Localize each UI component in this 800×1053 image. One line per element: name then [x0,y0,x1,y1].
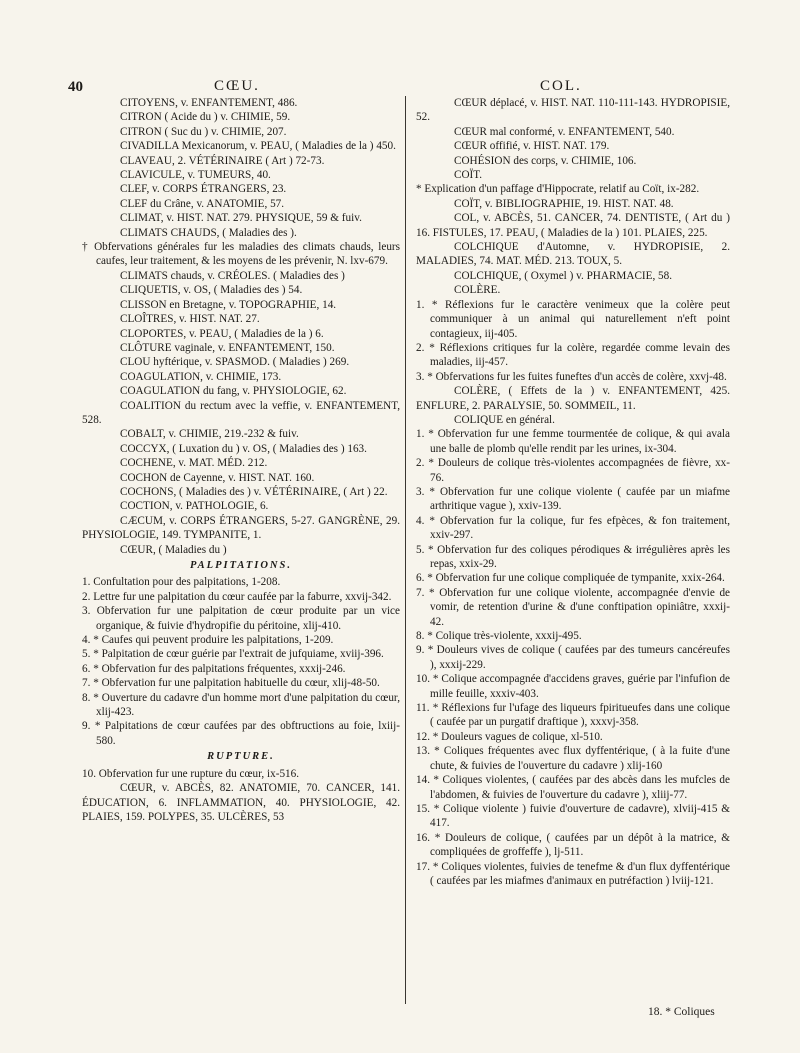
numbered-paragraph: 1. Confultation pour des palpitations, 1-208. [82,576,281,589]
index-entry: CLÔTURE vaginale, v. ENFANTEMENT, 150. [120,341,335,354]
section-heading: PALPITATIONS. [190,560,292,571]
index-entry: COHÉSION des corps, v. CHIMIE, 106. [454,154,637,167]
numbered-paragraph: † Obfervations générales fur les maladies des climats chauds, leurs caufes, leur traitement, & les moyens de les prévenir, N. lxv-679. [82,241,400,268]
index-entry: CLISSON en Bretagne, v. TOPOGRAPHIE, 14. [120,298,337,311]
numbered-paragraph: 9. * Palpitations de cœur caufées par des obftructions au foie, lxiij-580. [82,720,400,747]
index-entry: CLAVICULE, v. TUMEURS, 40. [120,169,271,182]
index-entry: CŒUR, ( Maladies du ) [120,543,227,556]
index-entry: CLOU hyftérique, v. SPASMOD. ( Maladies ) 269. [120,356,350,369]
index-entry: CITRON ( Acide du ) v. CHIMIE, 59. [120,111,291,124]
numbered-paragraph: 8. * Colique très-violente, xxxij-495. [416,630,582,643]
page-number: 40 [68,79,83,95]
numbered-paragraph: 17. * Coliques violentes, fuivies de tenefme & d'un flux dyffentérique ( caufées par les miafmes d'animaux en putréfaction ) lviij-121. [416,860,730,887]
index-entry: CŒUR mal conformé, v. ENFANTEMENT, 540. [454,125,675,138]
running-head-left: CŒU. [214,78,260,94]
index-entry: COLÈRE, ( Effets de la ) v. ENFANTEMENT, 425. ENFLURE, 2. PARALYSIE, 50. SOMMEIL, 11. [416,385,730,412]
index-entry: COLIQUE en général. [454,413,555,426]
numbered-paragraph: 8. * Ouverture du cadavre d'un homme mort d'une palpitation du cœur, xlij-423. [82,691,400,719]
numbered-paragraph: 3. * Obfervation fur une colique violente ( caufée par un miafme arthritique vague ), xxiv-139. [416,485,730,513]
catchword: 18. * Coliques [648,1006,715,1018]
index-entry: COCCYX, ( Luxation du ) v. OS, ( Maladies des ) 163. [120,442,367,455]
numbered-paragraph: 1. * Obfervation fur une femme tourmentée de colique, & qui avala une balle de plomb qu'elle rendit par les urines, ix-304. [416,428,730,455]
index-entry: COCHON de Cayenne, v. HIST. NAT. 160. [120,471,315,484]
index-entry: COL, v. ABCÈS, 51. CANCER, 74. DENTISTE, ( Art du ) 16. FISTULES, 17. PEAU, ( Maladies de la ) 101. PLAIES, 225. [416,212,730,239]
numbered-paragraph: 3. Obfervation fur une palpitation de cœur produite par un vice organique, & fuivie d'hydropifie du péritoine, xlij-410. [82,605,400,632]
numbered-paragraph: * Explication d'un paffage d'Hippocrate, relatif au Coït, ix-282. [416,183,700,196]
index-entry: COÏT, v. BIBLIOGRAPHIE, 19. HIST. NAT. 48. [454,197,674,210]
numbered-paragraph: 9. * Douleurs vives de colique ( caufées par des tumeurs cancéreufes ), xxxij-229. [416,644,730,671]
index-entry: CITRON ( Suc du ) v. CHIMIE, 207. [120,125,287,138]
right-column [416,96,730,888]
numbered-paragraph: 11. * Réflexions fur l'ufage des liqueurs fpiritueufes dans une colique ( caufée par un purgatif draftique ), xxxvj-358. [416,702,730,729]
index-entry: COLCHIQUE d'Automne, v. HYDROPISIE, 2. MALADIES, 74. MAT. MÉD. 213. TOUX, 5. [416,241,730,268]
numbered-paragraph: 7. * Obfervation fur une palpitation habituelle du cœur, xlij-48-50. [82,677,380,690]
numbered-paragraph: 15. * Colique violente ) fuivie d'ouverture de cadavre), xlviij-415 & 417. [416,802,730,830]
index-entry: CLIMATS chauds, v. CRÉOLES. ( Maladies des ) [120,269,345,282]
numbered-paragraph: 5. * Palpitation de cœur guérie par l'extrait de jufquiame, xviij-396. [82,648,384,661]
numbered-paragraph: 2. * Douleurs de colique très-violentes accompagnées de fièvre, xx-76. [416,457,730,484]
index-entry: CLOÎTRES, v. HIST. NAT. 27. [120,313,260,326]
numbered-paragraph: 7. * Obfervation fur une colique violente, accompagnée d'envie de vomir, de retention d'urine & d'une conftipation opiniâtre, xxxij-42. [416,586,730,628]
index-entry: COBALT, v. CHIMIE, 219.-232 & fuiv. [120,428,299,441]
index-entry: COALITION du rectum avec la veffie, v. ENFANTEMENT, 528. [82,399,400,426]
index-entry: COLÈRE. [454,284,501,297]
index-entry: COAGULATION du fang, v. PHYSIOLOGIE, 62. [120,385,347,398]
index-entry: CLEF du Crâne, v. ANATOMIE, 57. [120,197,285,210]
numbered-paragraph: 14. * Coliques violentes, ( caufées par des abcès dans les mufcles de l'abdomen, & fuivies de l'ouverture du cadavre ), xliij-77. [416,774,730,801]
numbered-paragraph: 16. * Douleurs de colique, ( caufées par un dépôt à la matrice, & compliquées de groffeffe ), lj-511. [416,831,730,859]
index-entry: COCHONS, ( Maladies des ) v. VÉTÉRINAIRE, ( Art ) 22. [120,485,388,498]
numbered-paragraph: 3. * Obfervations fur les fuites funeftes d'un accès de colère, xxvj-48. [416,370,727,383]
index-entry: CLIQUETIS, v. OS, ( Maladies des ) 54. [120,284,303,297]
numbered-paragraph: 10. Obfervation fur une rupture du cœur, ix-516. [82,767,300,780]
numbered-paragraph: 4. * Obfervation fur la colique, fur fes efpèces, & fon traitement, xxiv-297. [416,514,730,542]
numbered-paragraph: 4. * Caufes qui peuvent produire les palpitations, 1-209. [82,634,334,647]
numbered-paragraph: 13. * Coliques fréquentes avec flux dyffentérique, ( à la fuite d'une chute, & fuivies de l'ouverture du cadavre ) xlij-160 [416,745,730,772]
index-entry: CLEF, v. CORPS ÉTRANGERS, 23. [120,183,287,196]
column-rule [405,96,406,1004]
index-entry: COCHENE, v. MAT. MÉD. 212. [120,457,268,470]
numbered-paragraph: 2. * Réflexions critiques fur la colère, regardée comme levain des maladies, iij-457. [416,341,730,369]
index-entry: CLIMAT, v. HIST. NAT. 279. PHYSIQUE, 59 & fuiv. [120,212,362,225]
index-entry: CLIMATS CHAUDS, ( Maladies des ). [120,226,297,239]
index-entry: CLOPORTES, v. PEAU, ( Maladies de la ) 6. [120,327,324,340]
index-entry: COÏT. [454,169,483,182]
index-entry: CIVADILLA Mexicanorum, v. PEAU, ( Maladies de la ) 450. [120,140,396,153]
index-entry: CITOYENS, v. ENFANTEMENT, 486. [120,97,298,109]
numbered-paragraph: 2. Lettre fur une palpitation du cœur caufée par la faburre, xxvij-342. [82,590,392,603]
section-heading: RUPTURE. [207,751,275,763]
index-entry: CŒUR déplacé, v. HIST. NAT. 110-111-143. HYDROPISIE, 52. [416,97,730,124]
index-entry: CLAVEAU, 2. VÉTÉRINAIRE ( Art ) 72-73. [120,154,325,167]
running-head-right: COL. [540,78,582,94]
index-entry: COCTION, v. PATHOLOGIE, 6. [120,500,269,513]
numbered-paragraph: 6. * Obfervation fur une colique compliquée de tympanite, xxix-264. [416,572,725,585]
numbered-paragraph: 12. * Douleurs vagues de colique, xl-510. [416,730,603,743]
numbered-paragraph: 10. * Colique accompagnée d'accidens graves, guérie par l'infufion de mille feuille, xxxiv-403. [416,673,730,700]
index-entry: COAGULATION, v. CHIMIE, 173. [120,370,282,383]
numbered-paragraph: 1. * Réflexions fur le caractère venimeux que la colère peut communiquer à un animal qui naturellement n'eft point contagieux, iij-405. [416,298,730,340]
index-entry: CÆCUM, v. CORPS ÉTRANGERS, 5-27. GANGRÈNE, 29. PHYSIOLOGIE, 149. TYMPANITE, 1. [82,514,400,542]
index-entry: CŒUR, v. ABCÈS, 82. ANATOMIE, 70. CANCER, 141. ÉDUCATION, 6. INFLAMMATION, 40. PHYSIOLOGIE, 42. PLAIES, 159. POLYPES, 35. ULCÈRES, 53 [82,782,400,823]
left-column [82,96,400,824]
numbered-paragraph: 5. * Obfervation fur des coliques pérodiques & irrégulières après les repas, xxix-29. [416,543,730,570]
index-entry: COLCHIQUE, ( Oxymel ) v. PHARMACIE, 58. [454,269,673,282]
index-entry: CŒUR offifié, v. HIST. NAT. 179. [454,140,610,153]
numbered-paragraph: 6. * Obfervation fur des palpitations fréquentes, xxxij-246. [82,662,346,675]
